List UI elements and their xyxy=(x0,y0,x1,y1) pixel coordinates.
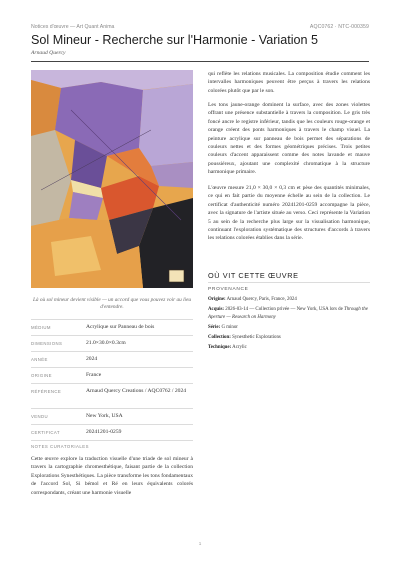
provenance-divider xyxy=(208,282,370,283)
curatorial-notes: Cette œuvre explore la traduction visuelle d'une triade de sol mineur à travers la cartographie chromesthétique, faisant partie de la collection Explorations Synesthétiques. La pièce transforme les tons fondamentaux de l'accord Sol, Si bémol et Ré en leurs équivalents colorés correspondants, créant une harmonie visuelle xyxy=(31,456,193,496)
artwork-caption: Là où sol mineur devient visible — un accord que vous pouvez voir au lieu d'entendre. xyxy=(32,297,192,311)
meta-row-year xyxy=(31,351,193,367)
meta-key: MÉDIUM xyxy=(31,325,51,330)
page-title: Sol Mineur - Recherche sur l'Harmonie - Variation 5 xyxy=(31,33,319,47)
meta-row-medium xyxy=(31,319,193,335)
provenance-acquired xyxy=(208,306,370,321)
meta-row-certificate xyxy=(31,424,193,440)
meta-key: ORIGINE xyxy=(31,373,52,378)
provenance-label: Technique: xyxy=(208,344,232,350)
meta-value: Acrylique sur Panneau de bois xyxy=(86,324,155,330)
meta-key: DIMENSIONS xyxy=(31,341,63,346)
header-collection: Notices d'œuvre — Art Quant Anima xyxy=(31,24,115,30)
body-paragraph-3: L'œuvre mesure 21,0 × 30,0 × 0,3 cm et pèse des quantités minimales, ce qui en fait partie du moyenne échelle au sein de la collection. Le certificat d'authenticité numéro 20241201-0259 accompagne la pièce, avec la signature de l'artiste située au verso. Ceci représente la Variation 5 au sein de la recherche plus large sur la visualisation harmonique, continuant l'exploration systématique des structures d'accords à travers les relations colorées établies dans la série. xyxy=(208,185,370,242)
provenance-label: Collection: xyxy=(208,334,231,340)
meta-key: VENDU xyxy=(31,414,49,419)
provenance-exhibition: Through the Aperture — Research on Harmony xyxy=(208,306,368,320)
provenance-heading: OÙ VIT CETTE ŒUVRE xyxy=(208,271,299,280)
meta-row-reference xyxy=(31,383,193,408)
body-paragraph-2: Les tons jaune-orange dominent la surface, avec des zones violettes offrant une présence substantielle à travers la composition. Le gris très foncé ancre le registre inférieur, tandis que les couleurs rouge-orange et orange créent des ponts harmoniques à travers le champ visuel. La peinture acrylique sur panneau de bois permet des séparations de couleurs nettes et des formes géométriques précises. Trois petites couleurs d'accent apparaissent comme des notes lavande et mauve poussiéreux, ajoutant une complexité chromatique à la structure harmonique primaire. xyxy=(208,102,370,176)
meta-key: RÉFÉRENCE xyxy=(31,389,62,394)
title-divider xyxy=(31,61,369,62)
meta-value: Arnaud Quercy Creations / AQC0762 / 2024 xyxy=(86,388,187,394)
body-paragraph-1: qui reflète les relations musicales. La composition étudie comment les intervalles harmoniques peuvent être perçus à travers les relations colorées plutôt que par le son. xyxy=(208,71,370,94)
meta-row-dimensions xyxy=(31,335,193,351)
meta-value: 2024 xyxy=(86,356,98,362)
page-number: 1 xyxy=(198,541,202,546)
provenance-value: Acrylic xyxy=(232,344,247,350)
meta-value: 20241201-0259 xyxy=(86,429,122,435)
artist-name: Arnaud Quercy xyxy=(31,50,66,56)
provenance-value: G minor xyxy=(221,324,238,330)
running-header xyxy=(31,24,369,33)
provenance-list xyxy=(208,296,370,354)
meta-value: New York, USA xyxy=(86,413,123,419)
provenance-value: Synesthetic Explorations xyxy=(232,334,281,340)
provenance-subheading: PROVENANCE xyxy=(208,287,249,292)
meta-row-origin xyxy=(31,367,193,383)
meta-key: ANNÉE xyxy=(31,357,48,362)
provenance-collection xyxy=(208,334,370,342)
notes-divider xyxy=(31,440,193,441)
provenance-value: Arnaud Quercy, Paris, France, 2024 xyxy=(226,297,297,302)
provenance-technique xyxy=(208,344,370,352)
meta-key: CERTIFICAT xyxy=(31,430,60,435)
meta-row-sold xyxy=(31,408,193,424)
provenance-label: Origine: xyxy=(208,297,226,302)
header-reference: AQC0762 · NTC-000359 xyxy=(309,24,369,30)
meta-value: 21.0×30.0×0.3cm xyxy=(86,340,126,346)
meta-value: France xyxy=(86,372,102,378)
provenance-series xyxy=(208,324,370,332)
provenance-origin xyxy=(208,296,370,304)
artwork-image xyxy=(31,70,193,288)
metadata-table xyxy=(31,319,193,440)
notes-heading: NOTES CURATORIALES xyxy=(31,444,90,449)
provenance-label: Acquis: xyxy=(208,306,225,312)
provenance-value: 2026-03-14 — Collection privée — New York, USA lors de xyxy=(225,306,343,312)
provenance-label: Série: xyxy=(208,324,221,330)
